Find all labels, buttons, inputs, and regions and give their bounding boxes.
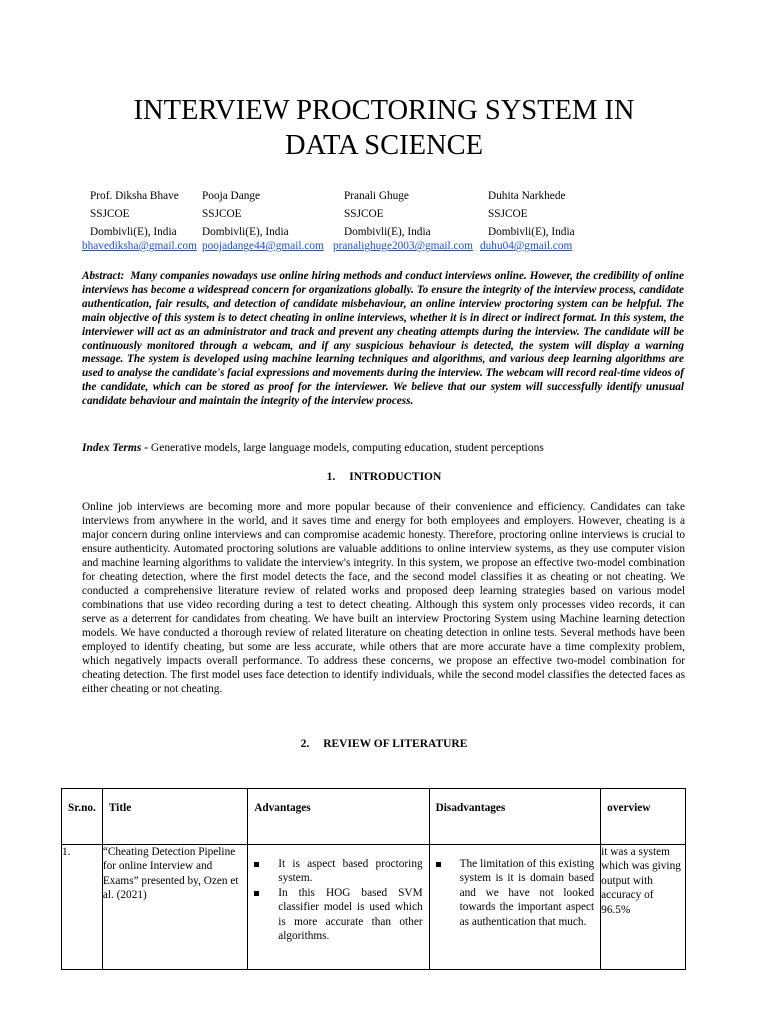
list-item: In this HOG based SVM classifier model is used which is more accurate than other algorithms.	[278, 886, 423, 943]
column-header-title: Title	[102, 789, 247, 845]
table-row	[62, 845, 686, 970]
introduction-paragraph: Online job interviews are becoming more and more popular because of their convenience and efficiency. Candidates can take interviews from anywhere in the world, and it saves time and energy for both employees and employers. However, cheating is a major concern during online interviews and can compromise academic honesty. Therefore, proctoring online interviews is crucial to ensure authenticity. Automated proctoring solutions are valuable additions to online interview systems, as they use computer vision and machine learning algorithms to validate the interview's integrity. In this system, we propose an effective two-model combination for cheating detection, where the first model detects the face, and the second model classifies it as cheating or not cheating. We conducted a comprehensive literature review of related works and proposed deep learning strategies based on various model combinations that use video recording during a test to detect cheating. Although this system only processes video records, it can serve as a deterrent for candidates from cheating. We have built an interview Proctoring System using Machine learning detection models. We have conducted a thorough review of related literature on cheating detection in online tests. Several methods have been employed to identify cheating, but some are less accurate, while others that are more accurate have a time complexity problem, which negatively impacts overall performance. To address these concerns, we propose an effective two-model combination for cheating detection. The first model uses face detection to identify individuals, while the second model classifies the detected faces as either cheating or not cheating.	[82, 501, 685, 695]
author-affiliation: SSJCOE	[344, 208, 384, 220]
author-location: Dombivli(E), India	[202, 226, 289, 238]
abstract-text: Many companies nowadays use online hiring methods and conduct interviews online. However, the credibility of online interviews has become a widespread concern for organizations globally. To ensure the integrity of the interview process, candidate authentication, fair results, and detection of candidate misbehaviour, an online interview proctoring system can be helpful. The main objective of this system is to detect cheating in online interviews, whether it is in direct or indirect format. In this system, the interviewer will act as an administrator and track and prevent any cheating attempts during the interview. The candidate will be continuously monitored through a webcam, and if any suspicious behaviour is detected, the system will display a warning message. The system is developed using machine learning techniques and algorithms, and various deep learning algorithms are used to analyse the candidate's facial expressions and movements during the interview. The webcam will record real-time videos of the candidate, which can be stored as proof for the interviewer. We believe that our system will successfully identify unusual candidate behaviour and maintain the integrity of the interview process.	[82, 270, 684, 408]
author-1-email-link[interactable]: bhavediksha@gmail.com	[82, 240, 197, 252]
column-header-overview: overview	[601, 789, 686, 845]
author-2-email-link[interactable]: poojadange44@gmail.com	[202, 240, 324, 252]
author-4	[488, 187, 575, 241]
section-title: INTRODUCTION	[349, 471, 442, 483]
section-number: 2.	[300, 738, 310, 750]
literature-table	[61, 788, 686, 970]
author-affiliation: SSJCOE	[202, 208, 242, 220]
author-3-email-link[interactable]: pranalighuge2003@gmail.com	[333, 240, 473, 252]
abstract-label: Abstract:	[82, 270, 125, 282]
cell-title: “Cheating Detection Pipeline for online Interview and Exams” presented by, Ozen et al. (2021)	[102, 845, 247, 970]
author-name: Pooja Dange	[202, 190, 261, 202]
author-name: Pranali Ghuge	[344, 190, 409, 202]
author-location: Dombivli(E), India	[90, 226, 177, 238]
paper-title	[84, 93, 684, 163]
column-header-disadvantages: Disadvantages	[429, 789, 601, 845]
author-affiliation: SSJCOE	[488, 208, 528, 220]
cell-disadvantages	[429, 845, 601, 970]
column-header-srno: Sr.no.	[62, 789, 103, 845]
advantages-list	[248, 857, 428, 943]
section-title: REVIEW OF LITERATURE	[323, 738, 468, 750]
section-heading-literature	[0, 738, 768, 750]
author-2	[202, 187, 289, 241]
abstract	[82, 270, 684, 409]
index-terms	[82, 442, 692, 454]
index-terms-text: Generative models, large language models, computing education, student perceptions	[150, 442, 544, 454]
author-affiliation: SSJCOE	[90, 208, 130, 220]
author-location: Dombivli(E), India	[344, 226, 431, 238]
author-name: Prof. Diksha Bhave	[90, 190, 179, 202]
list-item: It is aspect based proctoring system.	[278, 858, 423, 885]
index-terms-label: Index Terms -	[82, 442, 149, 454]
column-header-advantages: Advantages	[248, 789, 429, 845]
author-name: Duhita Narkhede	[488, 190, 566, 202]
author-location: Dombivli(E), India	[488, 226, 575, 238]
table-header-row	[62, 789, 686, 845]
section-heading-introduction	[0, 471, 768, 483]
author-3	[344, 187, 431, 241]
cell-overview: it was a system which was giving output with accuracy of 96.5%	[601, 845, 686, 970]
section-number: 1.	[326, 471, 336, 483]
paper-title-line-1: INTERVIEW PROCTORING SYSTEM IN	[133, 95, 635, 126]
author-4-email-link[interactable]: duhu04@gmail.com	[480, 240, 573, 252]
author-1	[90, 187, 179, 241]
disadvantages-list	[430, 857, 601, 929]
cell-advantages	[248, 845, 429, 970]
cell-srno: 1.	[62, 845, 103, 970]
paper-title-line-2: DATA SCIENCE	[284, 130, 484, 161]
list-item: The limitation of this existing system is it is domain based and we have not looked towards the important aspect as authentication that much.	[459, 858, 595, 928]
